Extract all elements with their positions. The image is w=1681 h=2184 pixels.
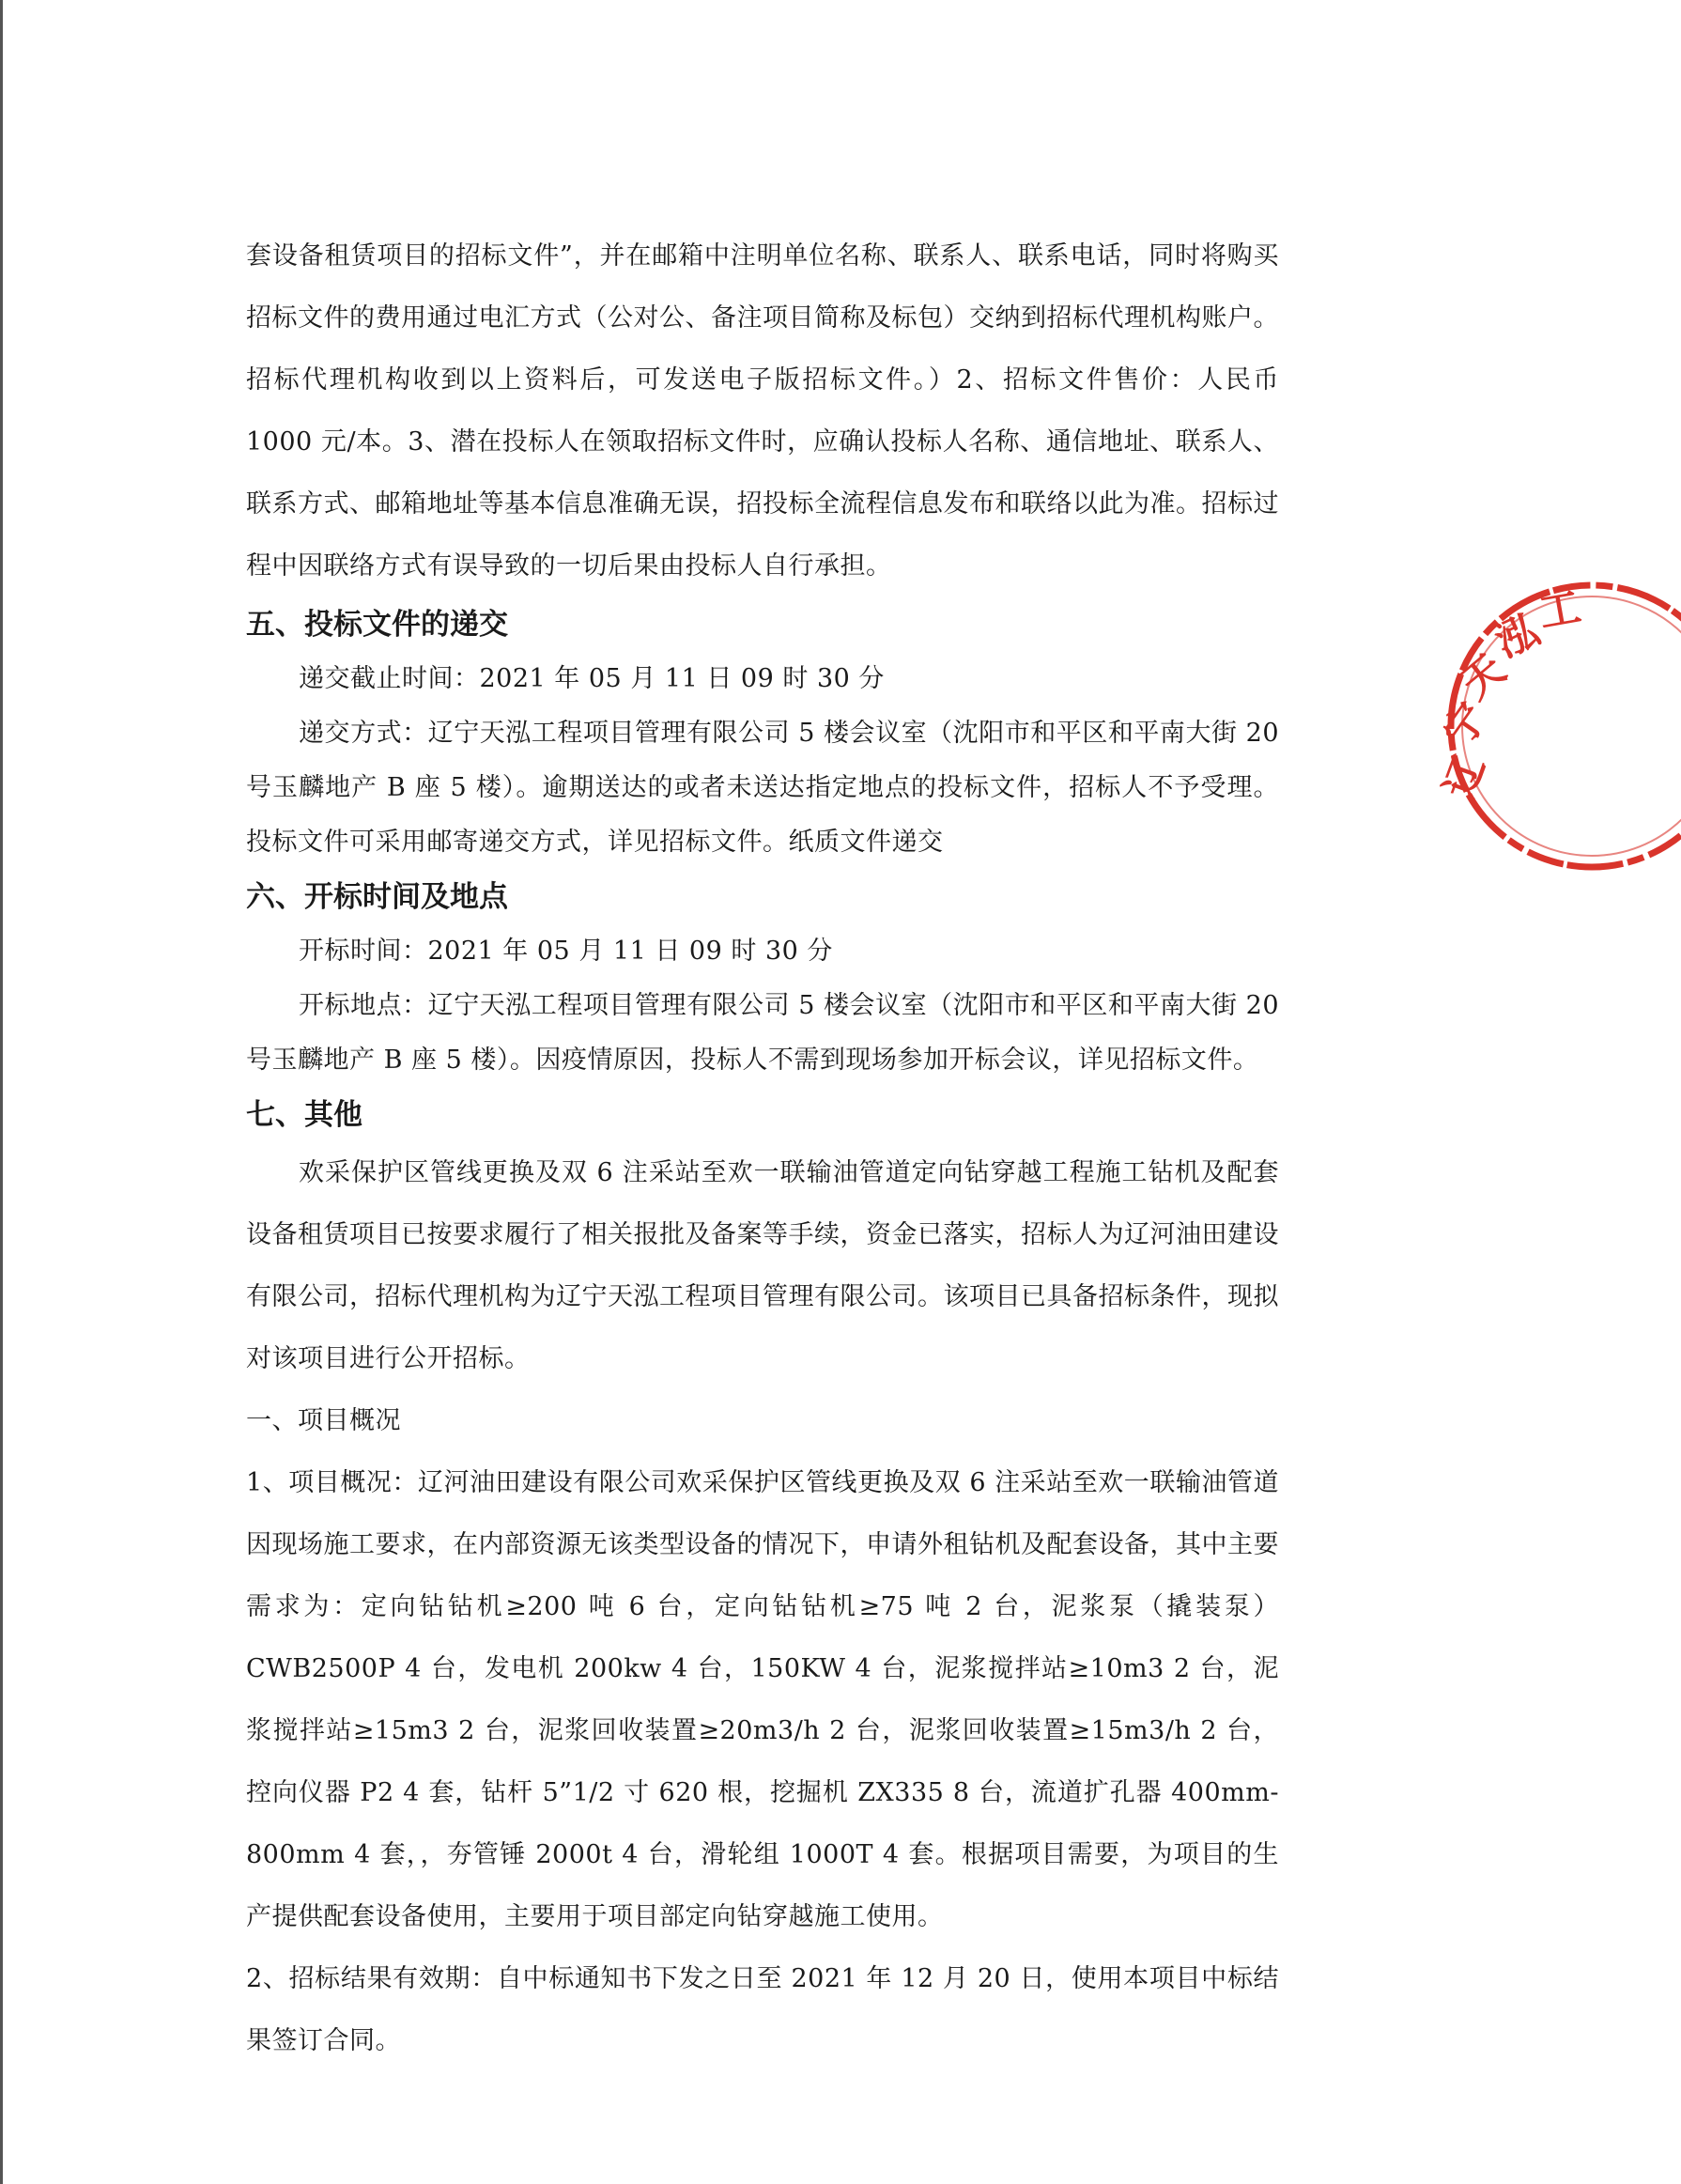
page-edge [0, 0, 3, 2184]
svg-text:工: 工 [1535, 582, 1585, 638]
svg-text:辽: 辽 [1435, 749, 1495, 805]
opening-time: 开标时间：2021 年 05 月 11 日 09 时 30 分 [299, 937, 833, 966]
section-heading-bid-opening: 六、开标时间及地点 [246, 880, 508, 914]
svg-text:宁: 宁 [1434, 694, 1498, 756]
section-heading-other: 七、其他 [246, 1098, 362, 1132]
svg-text:天: 天 [1452, 645, 1515, 709]
opening-location: 开标地点：辽宁天泓工程项目管理有限公司 5 楼会议室（沈阳市和平区和平南大街 20 号玉麟地产 B 座 5 楼）。因疫情原因，投标人不需到现场参加开标会议，详见招标文件。 [246, 991, 1279, 1075]
paragraph-project-overview-detail: 1、项目概况：辽河油田建设有限公司欢采保护区管线更换及双 6 注采站至欢一联输油管道因现场施工要求，在内部资源无该类型设备的情况下，申请外租钻机及配套设备，其中主要需求为：定向钻钻机≥200 吨 6 台，定向钻钻机≥75 吨 2 台，泥浆泵（撬装泵）CWB2500P 4 台，发电机 200kw 4 台，150KW 4 台，泥浆搅拌站≥10m3 2 台，泥浆搅拌站≥15m3 2 台，泥浆回收装置≥20m3/h 2 台，泥浆回收装置≥15m3/h 2 台，控向仪器 P2 4 套，钻杆 5”1/2 寸 620 根，挖掘机 ZX335 8 台，流道扩孔器 400mm-800mm 4 套，，夯管锤 2000t 4 台，滑轮组 1000T 4 套。根据项目需要，为项目的生产提供配套设备使用，主要用于项目部定向钻穿越施工使用。 [246, 1468, 1279, 1931]
submission-deadline: 递交截止时间：2021 年 05 月 11 日 09 时 30 分 [299, 664, 885, 693]
company-seal-stamp [1434, 571, 1681, 881]
document-body [246, 225, 1279, 2072]
section-heading-bid-submission: 五、投标文件的递交 [246, 608, 508, 642]
submission-method: 递交方式：辽宁天泓工程项目管理有限公司 5 楼会议室（沈阳市和平区和平南大街 20 号玉麟地产 B 座 5 楼）。逾期送达的或者未送达指定地点的投标文件，招标人不予受理。投标文件可采用邮寄递交方式，详见招标文件。纸质文件递交 [246, 719, 1279, 857]
paragraph-result-validity: 2、招标结果有效期：自中标通知书下发之日至 2021 年 12 月 20 日，使用本项目中标结果签订合同。 [246, 1964, 1279, 2055]
subheading-project-overview: 一、项目概况 [246, 1406, 401, 1435]
svg-text:泓: 泓 [1488, 606, 1547, 667]
paragraph-purchase-instructions: 套设备租赁项目的招标文件”，并在邮箱中注明单位名称、联系人、联系电话，同时将购买招标文件的费用通过电汇方式（公对公、备注项目简称及标包）交纳到招标代理机构账户。招标代理机构收到以上资料后，可发送电子版招标文件。）2、招标文件售价：人民币 1000 元/本。3、潜在投标人在领取招标文件时，应确认投标人名称、通信地址、联系人、联系方式、邮箱地址等基本信息准确无误，招投标全流程信息发布和联络以此为准。招标过程中因联络方式有误导致的一切后果由投标人自行承担。 [246, 241, 1279, 581]
paragraph-project-approval: 欢采保护区管线更换及双 6 注采站至欢一联输油管道定向钻穿越工程施工钻机及配套设备租赁项目已按要求履行了相关报批及备案等手续，资金已落实，招标人为辽河油田建设有限公司，招标代理机构为辽宁天泓工程项目管理有限公司。该项目已具备招标条件，现拟对该项目进行公开招标。 [246, 1158, 1279, 1373]
